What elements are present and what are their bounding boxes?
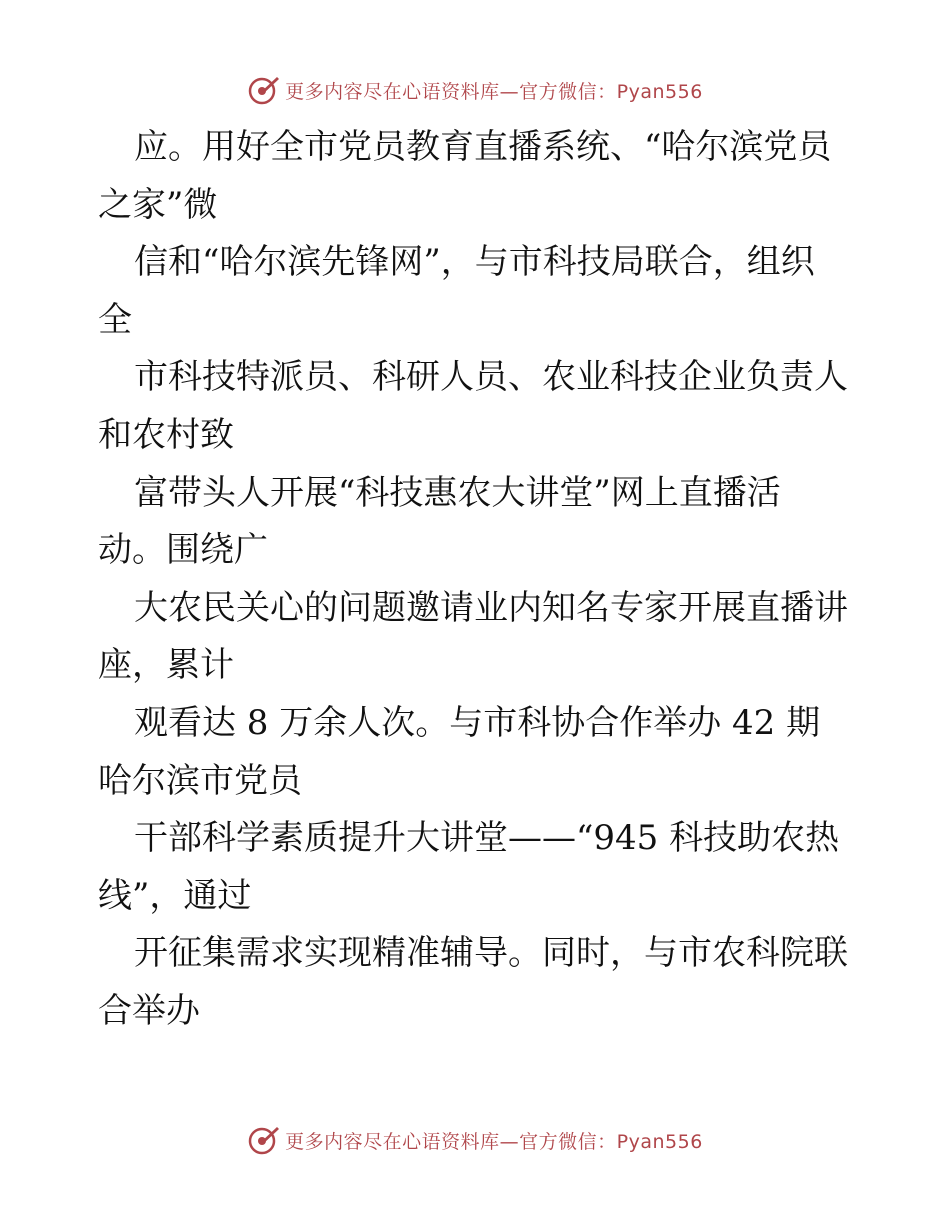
text-line: 干部科学素质提升大讲堂——“945 科技助农热 — [134, 818, 840, 859]
pen-logo-icon — [247, 1123, 281, 1157]
pen-logo-icon — [247, 73, 281, 107]
watermark-text: 更多内容尽在心语资料库—官方微信：Pyan556 — [285, 1130, 703, 1153]
text-line: 动。围绕广 — [98, 530, 268, 571]
text-line: 观看达 8 万余人次。与市科协合作举办 42 期 — [134, 702, 821, 743]
text-line: 座，累计 — [98, 645, 234, 686]
text-line: 富带头人开展“科技惠农大讲堂”网上直播活 — [134, 472, 781, 513]
text-line: 合举办 — [98, 990, 200, 1031]
watermark-text: 更多内容尽在心语资料库—官方微信：Pyan556 — [285, 80, 703, 103]
text-line: 哈尔滨市党员 — [98, 760, 302, 801]
text-line: 全 — [98, 299, 132, 340]
text-line: 大农民关心的问题邀请业内知名专家开展直播讲 — [134, 587, 848, 628]
text-line: 线”，通过 — [98, 875, 252, 916]
text-line: 应。用好全市党员教育直播系统、“哈尔滨党员 — [134, 127, 832, 167]
body-text — [0, 119, 950, 1041]
text-line: 市科技特派员、科研人员、农业科技企业负责人 — [134, 357, 848, 398]
text-line: 之家”微 — [98, 184, 218, 225]
footer-watermark — [0, 1120, 950, 1160]
header-watermark — [0, 70, 950, 110]
text-line: 和农村致 — [98, 414, 234, 455]
text-line: 信和“哈尔滨先锋网”，与市科技局联合，组织 — [134, 242, 815, 283]
text-line: 开征集需求实现精准辅导。同时，与市农科院联 — [134, 933, 848, 974]
